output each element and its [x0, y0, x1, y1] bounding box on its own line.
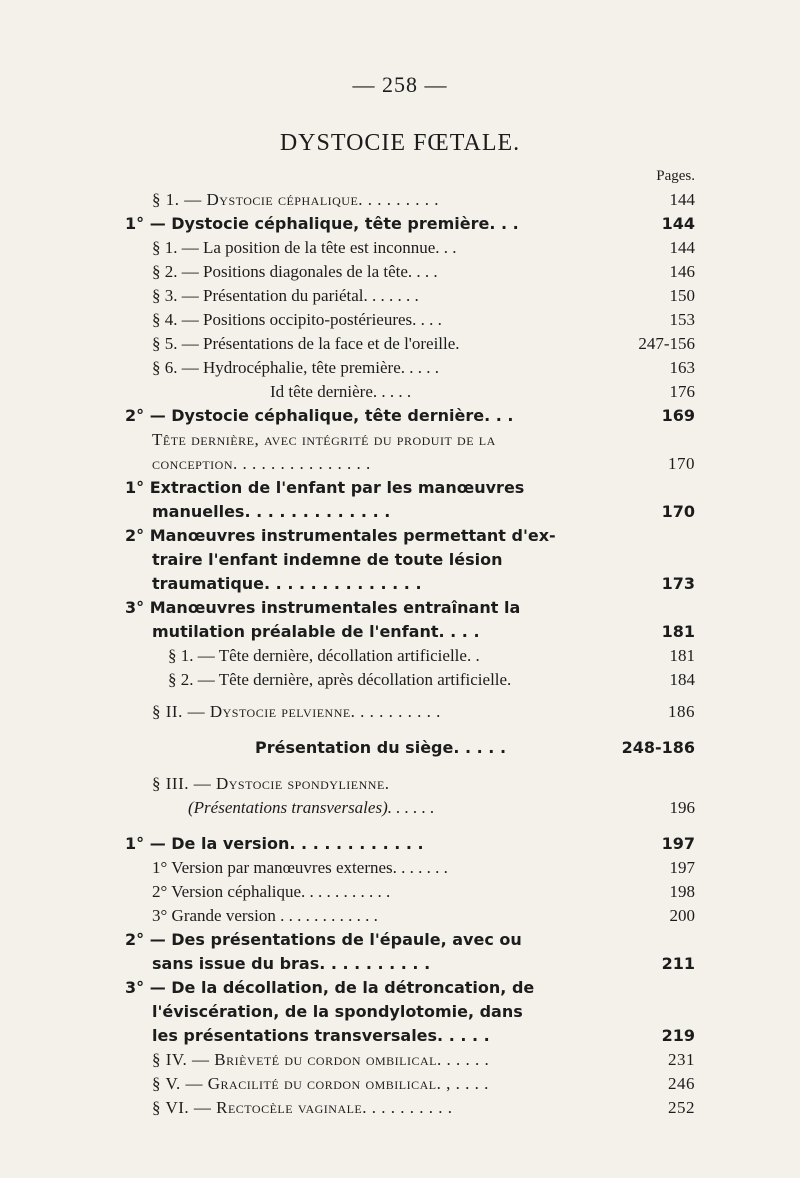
toc-entry: § III. — Dystocie spondylienne.: [152, 774, 390, 793]
toc-entry: 2° — Des présentations de l'épaule, avec ou: [125, 930, 522, 949]
toc-entry: § 1. — Dystocie céphalique. . . . . . . . . 144: [152, 190, 695, 209]
toc-entry: § V. — Gracilité du cordon ombilical. , . . . . 246: [152, 1074, 695, 1093]
toc-entry: 3° Grande version . . . . . . . . . . . . 200: [152, 906, 695, 925]
toc-entry: (Présentations transversales). . . . . . 196: [188, 798, 695, 817]
toc-entry: 1° — Dystocie céphalique, tête première. . . 144: [125, 214, 695, 233]
toc-entry: § 2. — Positions diagonales de la tête. . . . 146: [152, 262, 695, 281]
toc-entry: sans issue du bras. . . . . . . . . . 211: [152, 954, 695, 973]
toc-entry: l'éviscération, de la spondylotomie, dans: [152, 1002, 523, 1021]
toc-entry: § IV. — Brièveté du cordon ombilical. . . . . . 231: [152, 1050, 695, 1069]
toc-entry: Id tête dernière. . . . . 176: [270, 382, 695, 401]
toc-entry: mutilation préalable de l'enfant. . . . 181: [152, 622, 695, 641]
toc-entry: Tête dernière, avec intégrité du produit de la: [152, 430, 496, 449]
toc-entry: § VI. — Rectocèle vaginale. . . . . . . . . . 252: [152, 1098, 695, 1117]
toc-entry: manuelles. . . . . . . . . . . . . 170: [152, 502, 695, 521]
toc-entry: 1° Extraction de l'enfant par les manœuvres: [125, 478, 525, 497]
toc-entry: Présentation du siège. . . . . 248-186: [255, 738, 695, 757]
toc-entry: 1° — De la version. . . . . . . . . . . . 197: [125, 834, 695, 853]
toc-entry: § 2. — Tête dernière, après décollation artificielle. 184: [168, 670, 695, 689]
toc-entry: 2° Version céphalique. . . . . . . . . . . 198: [152, 882, 695, 901]
toc-entry: 3° Manœuvres instrumentales entraînant la: [125, 598, 521, 617]
toc-entry: 1° Version par manœuvres externes. . . . . . . 197: [152, 858, 695, 877]
pages-column-label: Pages.: [656, 168, 695, 184]
toc-entry: § 4. — Positions occipito-postérieures. . . . 153: [152, 310, 695, 329]
toc-entry: § 1. — Tête dernière, décollation artificielle. . 181: [168, 646, 695, 665]
page-number: — 258 —: [352, 72, 448, 97]
toc-entry: § 1. — La position de la tête est inconnue. . . 144: [152, 238, 695, 257]
toc-entry: 2° Manœuvres instrumentales permettant d'ex-: [125, 526, 556, 545]
toc-entry: traumatique. . . . . . . . . . . . . . 173: [152, 574, 695, 593]
toc-entry: les présentations transversales. . . . . 219: [152, 1026, 695, 1045]
toc-entry: § 3. — Présentation du pariétal. . . . . . . 150: [152, 286, 695, 305]
toc-entry: § II. — Dystocie pelvienne. . . . . . . . . . 186: [152, 702, 695, 721]
toc-entry: traire l'enfant indemne de toute lésion: [152, 550, 503, 569]
toc-entry: conception. . . . . . . . . . . . . . . 170: [152, 454, 695, 473]
toc-entry: 2° — Dystocie céphalique, tête dernière. . . 169: [125, 406, 695, 425]
toc-entry: § 6. — Hydrocéphalie, tête première. . . . . 163: [152, 358, 695, 377]
chapter-title: DYSTOCIE FŒTALE.: [279, 130, 521, 156]
toc-entry: § 5. — Présentations de la face et de l'oreille. 247-156: [152, 334, 695, 353]
toc-entry: 3° — De la décollation, de la détroncation, de: [125, 978, 535, 997]
